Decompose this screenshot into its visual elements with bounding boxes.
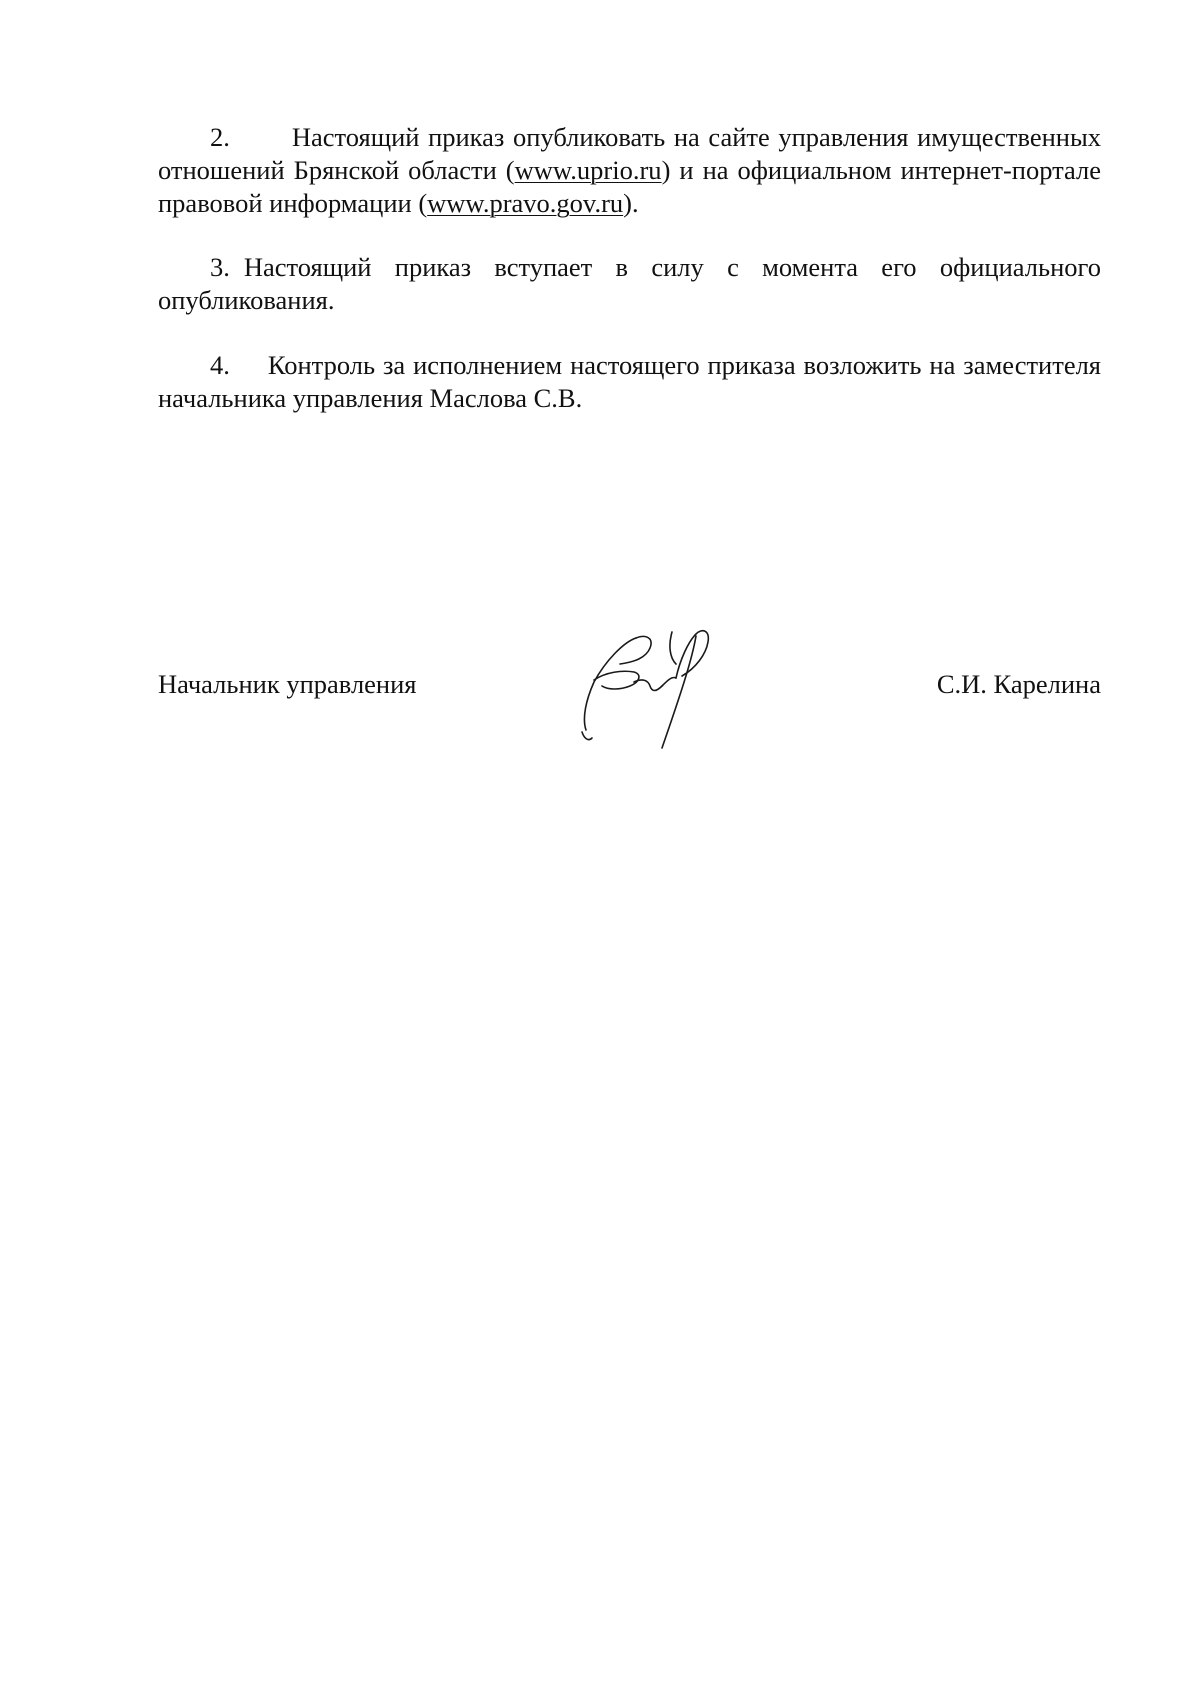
paragraph-2-text-after: ). [623, 188, 639, 218]
link-pravo[interactable]: www.pravo.gov.ru [427, 188, 624, 218]
paragraph-3 [158, 251, 1101, 317]
signatory-name: С.И. Карелина [936, 669, 1101, 699]
paragraph-2 [158, 121, 1101, 220]
link-uprio[interactable]: www.uprio.ru [514, 155, 662, 185]
paragraph-2-text-middle: ) и на официальном интернет-портале правовой информации ( [158, 155, 1101, 218]
signatory-position: Начальник управления [158, 669, 417, 699]
paragraph-4-text: Контроль за исполнением настоящего приказа возложить на заместителя начальника управления Маслова С.В. [158, 350, 1101, 413]
handwritten-signature [576, 620, 746, 750]
paragraph-3-text: Настоящий приказ вступает в силу с момента его официального опубликования. [158, 252, 1101, 315]
paragraph-4-number: 4. [210, 350, 230, 380]
paragraph-2-text-before: Настоящий приказ опубликовать на сайте управления имущественных отношений Брянской области ( [158, 122, 1101, 185]
paragraph-3-number: 3. [210, 252, 230, 282]
paragraph-4 [158, 349, 1101, 415]
paragraph-2-number: 2. [210, 122, 230, 152]
